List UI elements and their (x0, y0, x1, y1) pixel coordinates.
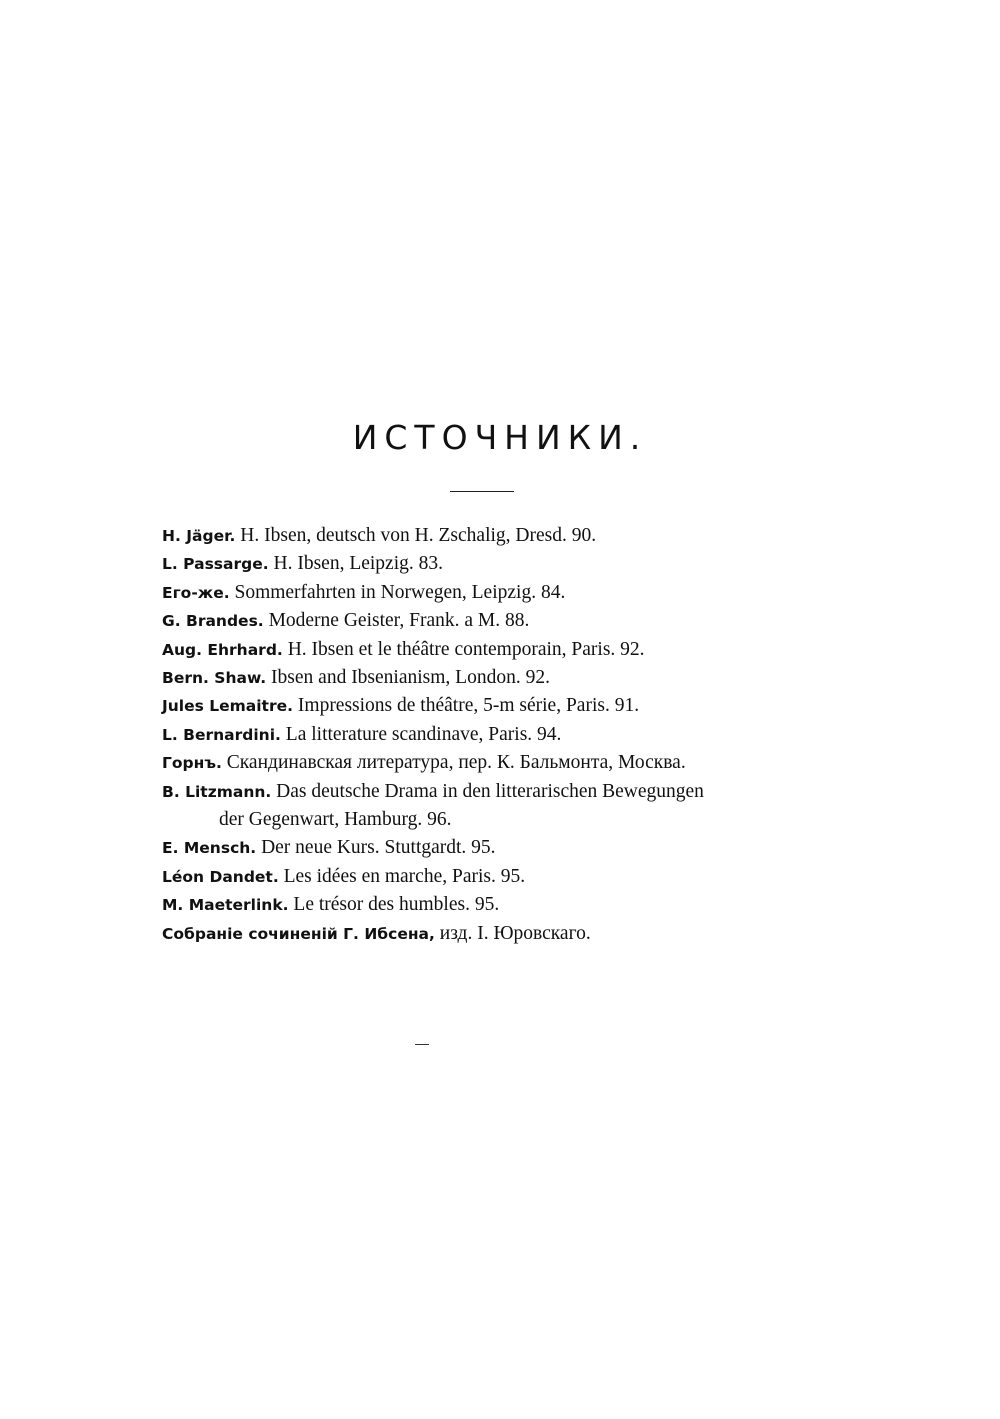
entry-text: Les idées en marche, Paris. 95. (278, 865, 526, 887)
source-entry (162, 721, 862, 749)
sources-list (162, 522, 862, 948)
entry-author: Его-же. (162, 583, 230, 602)
source-entry (162, 636, 862, 664)
entry-text: La litterature scandinave, Paris. 94. (280, 723, 562, 745)
source-entry (162, 550, 862, 578)
entry-text: Скандинавская литература, пер. К. Бальмонта, Москва. (221, 752, 686, 774)
entry-author: M. Maeterlink. (162, 896, 289, 915)
entry-author: L. Passarge. (162, 555, 269, 574)
entry-author: G. Brandes. (162, 612, 264, 631)
page-title: ИСТОЧНИКИ. (352, 418, 648, 457)
entry-author: Léon Dandet. (162, 867, 279, 886)
source-entry (162, 891, 862, 919)
entry-author: Собраніе сочиненій Г. Ибсена, (162, 924, 435, 943)
entry-text: H. Ibsen, Leipzig. 83. (268, 553, 444, 575)
title-divider (450, 491, 514, 492)
entry-text: Sommerfahrten in Norwegen, Leipzig. 84. (229, 581, 566, 603)
entry-text: Le trésor des humbles. 95. (288, 894, 500, 916)
source-entry (162, 834, 862, 862)
entry-text: H. Ibsen et le théâtre contemporain, Paris. 92. (282, 638, 645, 660)
entry-author: Bern. Shaw. (162, 669, 267, 688)
source-entry (162, 749, 862, 777)
source-entry (162, 522, 862, 550)
entry-text: Impressions de théâtre, 5-m série, Paris. 91. (293, 695, 640, 717)
entry-text: Der neue Kurs. Stuttgardt. 95. (256, 837, 496, 859)
bottom-dash (415, 1044, 429, 1045)
source-entry (162, 920, 862, 948)
source-entry (162, 664, 862, 692)
entry-continuation: der Gegenwart, Hamburg. 96. (219, 809, 452, 831)
source-entry (162, 778, 862, 835)
entry-author: Jules Lemaitre. (162, 697, 294, 716)
entry-author: B. Litzmann. (162, 782, 272, 801)
source-entry (162, 863, 862, 891)
entry-text: Das deutsche Drama in den litterarischen Bewegungen (271, 780, 704, 802)
entry-text: Ibsen and Ibsenianism, London. 92. (266, 667, 550, 689)
entry-author: Aug. Ehrhard. (162, 640, 283, 659)
entry-author: L. Bernardini. (162, 725, 281, 744)
entry-text: H. Ibsen, deutsch von H. Zschalig, Dresd. 90. (235, 525, 597, 546)
source-entry (162, 692, 862, 720)
entry-text: Moderne Geister, Frank. a M. 88. (263, 610, 530, 632)
entry-author: E. Mensch. (162, 839, 257, 858)
source-entry (162, 579, 862, 607)
entry-text: изд. І. Юровскаго. (434, 922, 591, 944)
source-entry (162, 607, 862, 635)
entry-author: H. Jäger. (162, 527, 236, 545)
entry-author: Горнъ. (162, 754, 222, 773)
